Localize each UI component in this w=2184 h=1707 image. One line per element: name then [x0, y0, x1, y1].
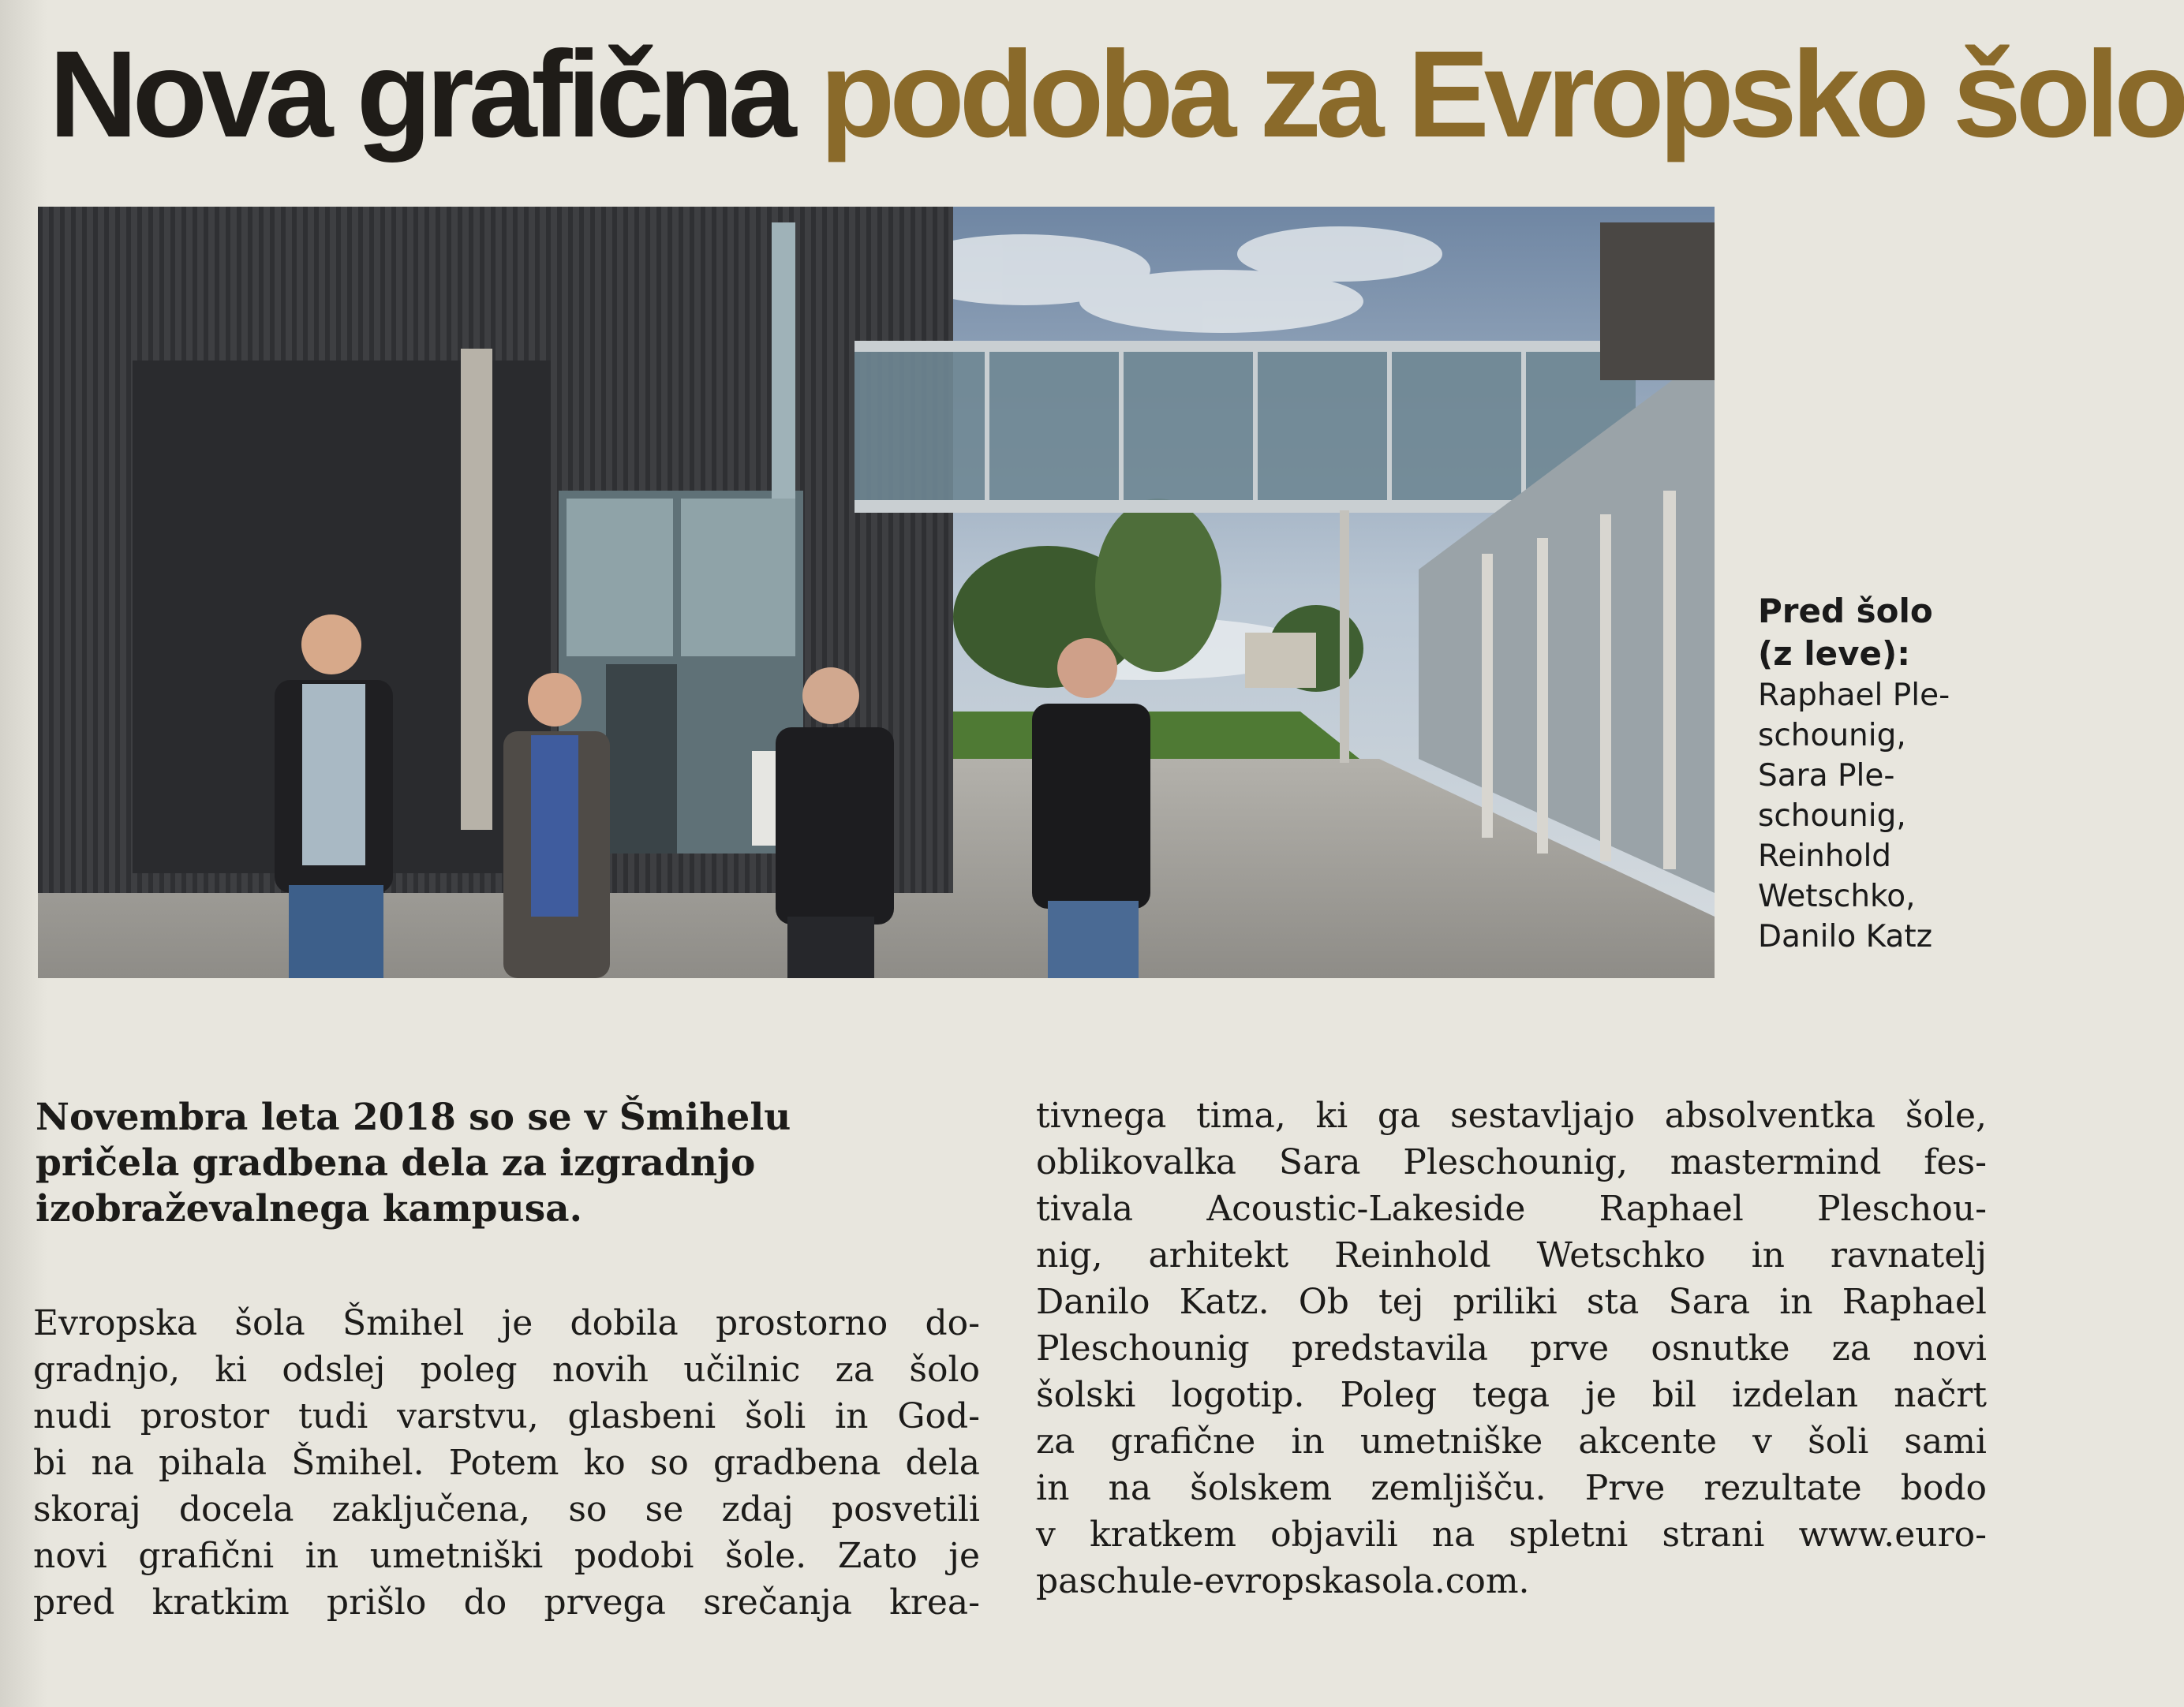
body-column-2 [1036, 1093, 1987, 1604]
lead-line: Novembra leta 2018 so se v Šmihelu [36, 1096, 791, 1139]
lead-line: pričela gradbena dela za izgradnjo [36, 1141, 756, 1185]
caption-name-line: Sara Ple- [1758, 758, 1895, 794]
caption-name-line: schounig, [1758, 718, 1906, 753]
caption-name-line: Reinhold [1758, 839, 1892, 874]
body-line: oblikovalka Sara Pleschounig, mastermind fes- [1036, 1142, 1987, 1182]
body-line: za grafične in umetniške akcente v šoli sami [1036, 1421, 1987, 1462]
body-line: skoraj docela zaključena, so se zdaj posvetili [33, 1489, 980, 1530]
body-line: bi na pihala Šmihel. Potem ko so gradbena dela [33, 1443, 980, 1483]
body-column-1 [33, 1300, 980, 1626]
caption-name-line: Danilo Katz [1758, 919, 1933, 954]
caption-name-line: Raphael Ple- [1758, 678, 1950, 713]
body-line: in na šolskem zemljišču. Prve rezultate bodo [1036, 1468, 1987, 1508]
headline-part-2: podoba za Evropsko šolo [820, 26, 2184, 163]
body-line: v kratkem objavili na spletni strani www.euro- [1036, 1515, 1987, 1555]
caption-name-line: Wetschko, [1758, 879, 1916, 914]
caption-title-line: (z leve): [1758, 634, 1910, 673]
caption-name-line: schounig, [1758, 798, 1906, 834]
lead-line: izobraževalnega kampusa. [36, 1187, 582, 1231]
body-line: Danilo Katz. Ob tej priliki sta Sara in Raphael [1036, 1282, 1987, 1322]
school-building-photo [38, 207, 1715, 978]
headline [49, 16, 2184, 174]
body-line: šolski logotip. Poleg tega je bil izdelan načrt [1036, 1375, 1987, 1415]
body-line: novi grafični in umetniški podobi šole. Zato je [33, 1536, 980, 1576]
body-line: tivnega tima, ki ga sestavljajo absolventka šole, [1036, 1096, 1987, 1136]
body-line: Evropska šola Šmihel je dobila prostorno do- [33, 1303, 980, 1343]
body-line: nig, arhitekt Reinhold Wetschko in ravnatelj [1036, 1235, 1987, 1276]
body-line: tivala Acoustic-Lakeside Raphael Pleschou- [1036, 1189, 1987, 1229]
photo [38, 207, 1715, 978]
lead-paragraph [36, 1095, 1006, 1232]
body-line: gradnjo, ki odslej poleg novih učilnic za šolo [33, 1350, 980, 1390]
photo-caption [1758, 590, 1995, 957]
body-line: nudi prostor tudi varstvu, glasbeni šoli in God- [33, 1396, 980, 1436]
caption-title-line: Pred šolo [1758, 592, 1933, 630]
body-line: pred kratkim prišlo do prvega srečanja krea- [33, 1582, 980, 1623]
body-line: paschule-evropskasola.com. [1036, 1561, 1530, 1601]
headline-part-1: Nova grafična [49, 26, 821, 163]
body-line: Pleschounig predstavila prve osnutke za novi [1036, 1328, 1987, 1369]
